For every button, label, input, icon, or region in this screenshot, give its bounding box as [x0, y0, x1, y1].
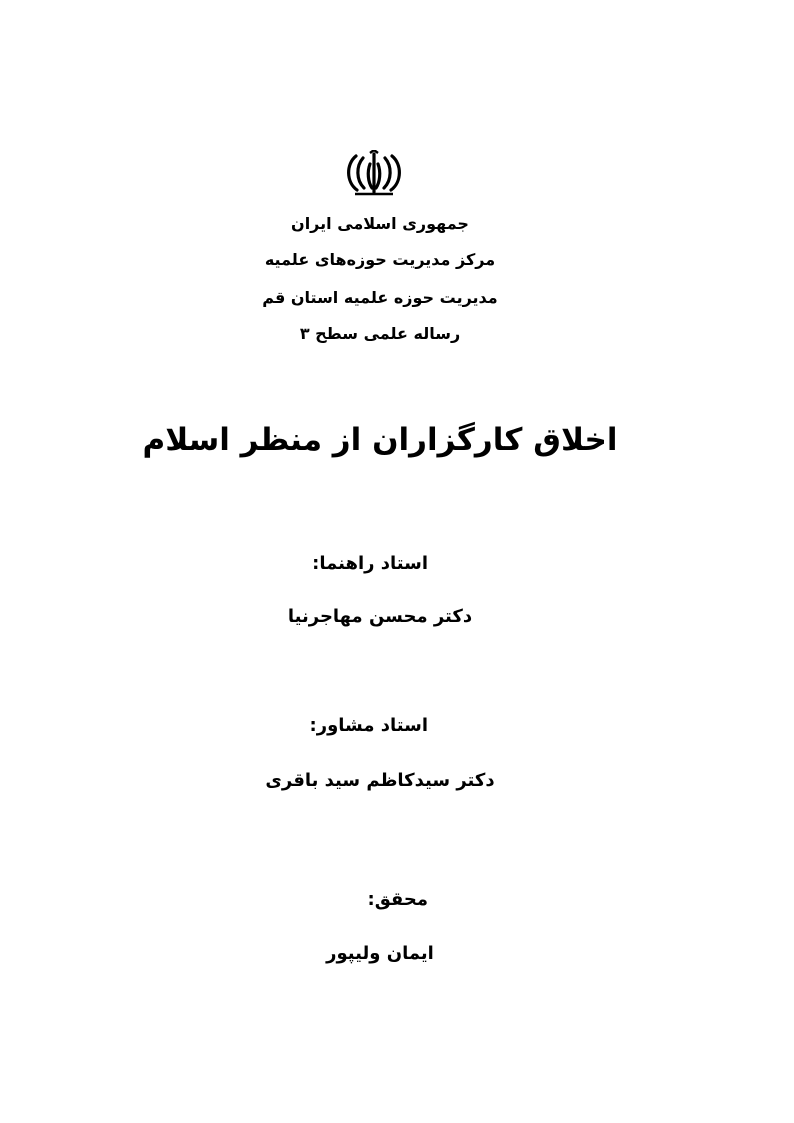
advisor-label: استاد مشاور: [309, 715, 428, 736]
advisor-name: دکتر سیدکاظم سید باقری [265, 770, 495, 791]
researcher-name: ایمان ولیپور [326, 943, 434, 964]
supervisor-name: دکتر محسن مهاجرنیا [287, 606, 473, 627]
iran-emblem-icon [343, 150, 405, 196]
thesis-level: رساله علمی سطح ۳ [299, 324, 461, 343]
researcher-label: محقق: [367, 889, 428, 910]
country-name: جمهوری اسلامی ایران [291, 214, 469, 233]
organization-name: مرکز مدیریت حوزه‌های علمیه [264, 250, 496, 269]
department-name: مدیریت حوزه علمیه استان قم [262, 288, 498, 307]
supervisor-label: استاد راهنما: [312, 553, 428, 574]
thesis-title: اخلاق کارگزاران از منظر اسلام [142, 422, 618, 458]
